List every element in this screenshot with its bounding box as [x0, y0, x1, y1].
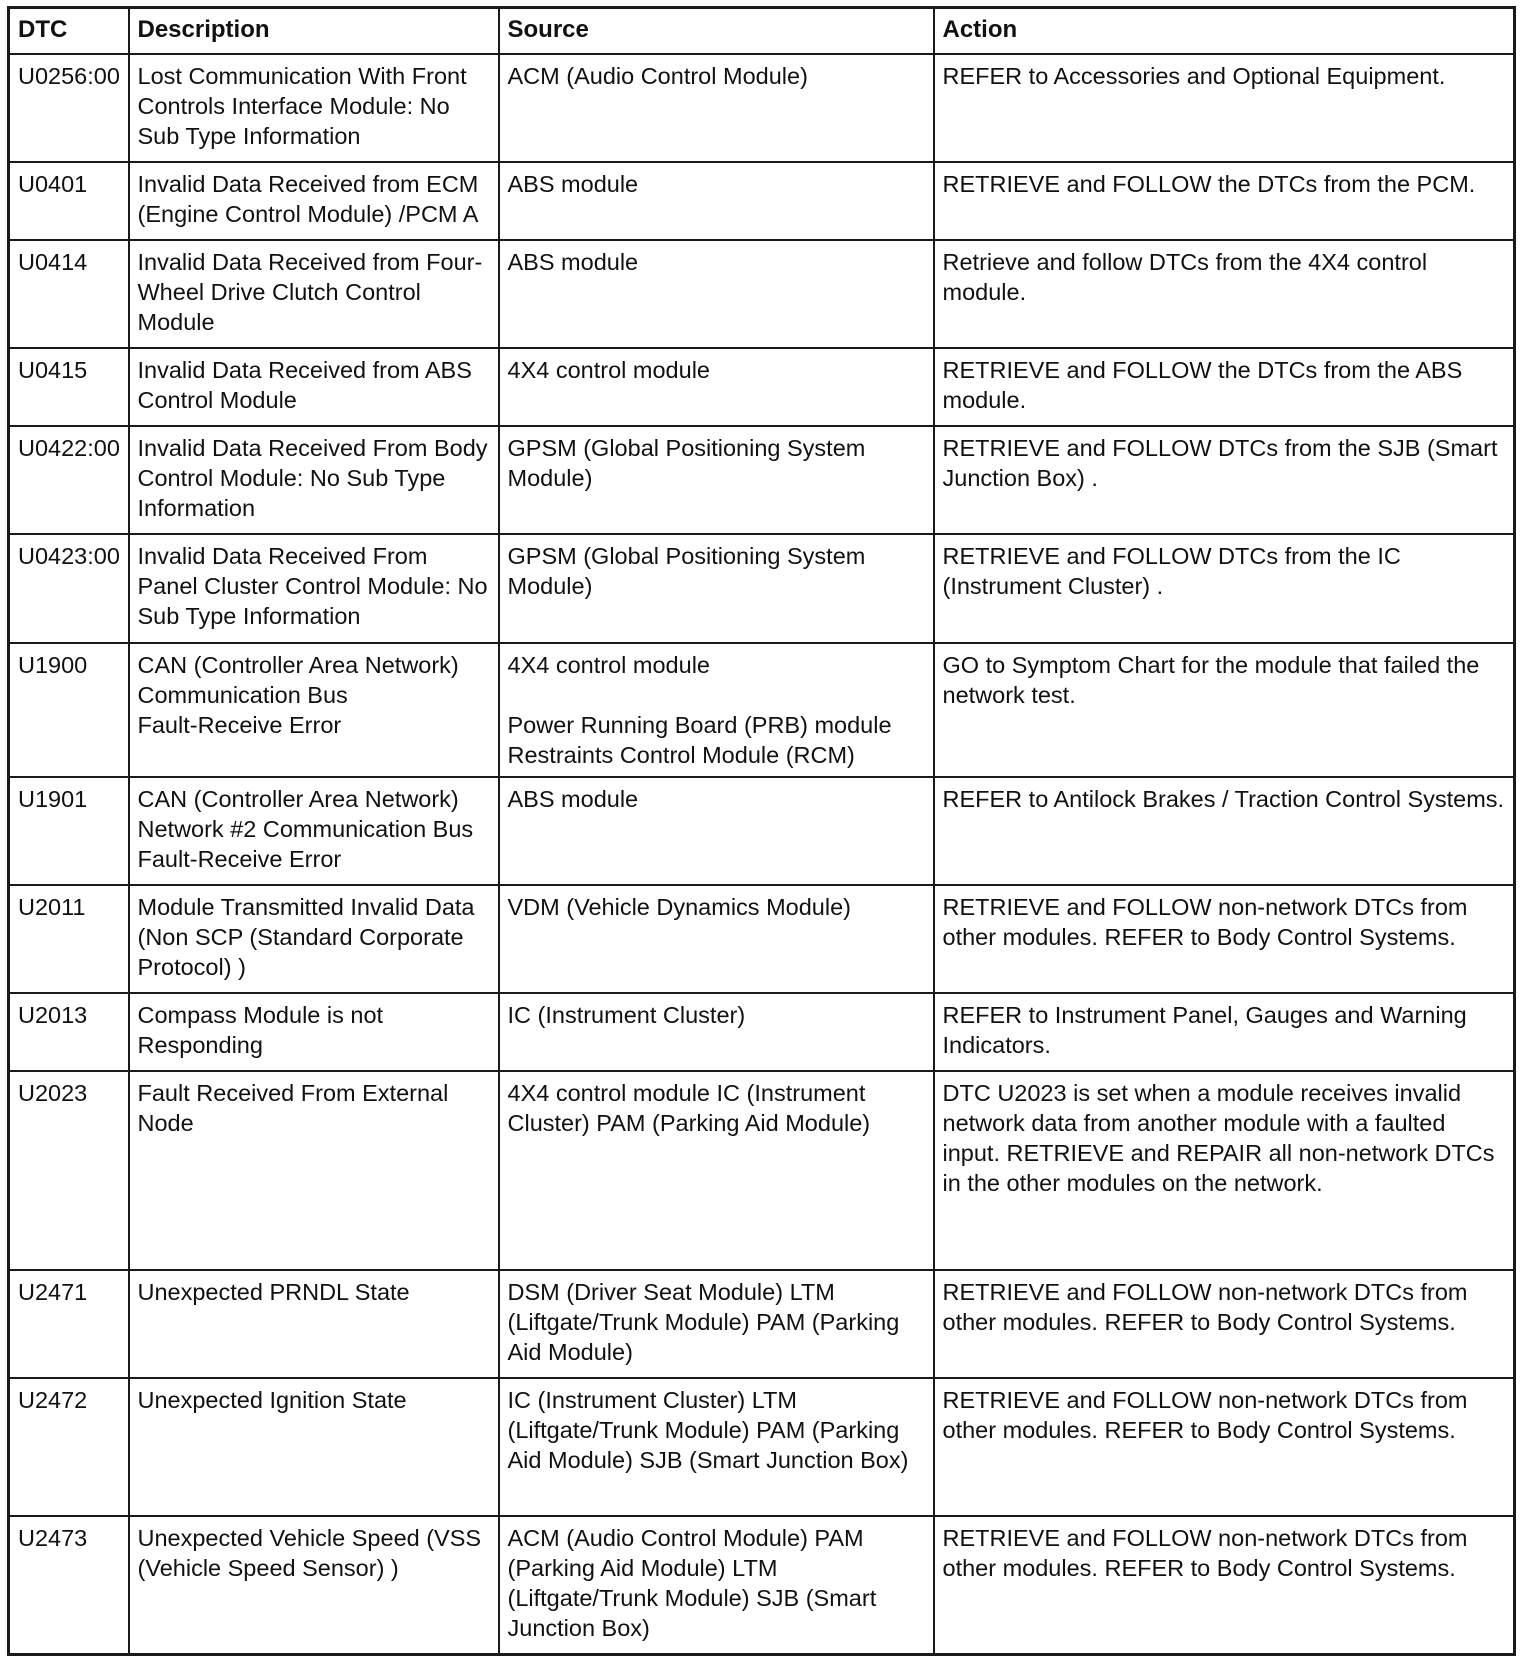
header-row	[9, 8, 1515, 54]
description-cell: Invalid Data Received from ECM (Engine Control Module) /PCM A	[129, 162, 499, 240]
description-cell: Invalid Data Received From Body Control Module: No Sub Type Information	[129, 426, 499, 534]
action-cell: RETRIEVE and FOLLOW the DTCs from the PCM.	[934, 162, 1515, 240]
dtc-code: U2013	[9, 993, 129, 1071]
dtc-code: U1900	[9, 643, 129, 777]
dtc-code: U0414	[9, 240, 129, 348]
description-cell: Unexpected Vehicle Speed (VSS (Vehicle Speed Sensor) )	[129, 1516, 499, 1654]
dtc-table	[7, 6, 1516, 1656]
table-row	[9, 54, 1515, 162]
source-cell: 4X4 control module	[499, 348, 934, 426]
dtc-code: U1901	[9, 777, 129, 885]
dtc-code: U0422:00	[9, 426, 129, 534]
action-cell: REFER to Accessories and Optional Equipment.	[934, 54, 1515, 162]
action-cell: RETRIEVE and FOLLOW DTCs from the IC (Instrument Cluster) .	[934, 534, 1515, 642]
dtc-code: U0423:00	[9, 534, 129, 642]
action-cell: REFER to Antilock Brakes / Traction Control Systems.	[934, 777, 1515, 885]
description-cell: Unexpected PRNDL State	[129, 1270, 499, 1378]
description-cell: Compass Module is not Responding	[129, 993, 499, 1071]
description-cell: CAN (Controller Area Network) Network #2 Communication Bus Fault-Receive Error	[129, 777, 499, 885]
source-cell: VDM (Vehicle Dynamics Module)	[499, 885, 934, 993]
table-row	[9, 1270, 1515, 1378]
source-cell: 4X4 control module IC (Instrument Cluster) PAM (Parking Aid Module)	[499, 1071, 934, 1269]
column-header-action: Action	[934, 8, 1515, 54]
description-cell: Module Transmitted Invalid Data (Non SCP (Standard Corporate Protocol) )	[129, 885, 499, 993]
table-row	[9, 1071, 1515, 1269]
description-cell: Lost Communication With Front Controls Interface Module: No Sub Type Information	[129, 54, 499, 162]
description-cell: Unexpected Ignition State	[129, 1378, 499, 1516]
action-cell: RETRIEVE and FOLLOW the DTCs from the ABS module.	[934, 348, 1515, 426]
description-cell: Invalid Data Received From Panel Cluster Control Module: No Sub Type Information	[129, 534, 499, 642]
source-cell: ABS module	[499, 240, 934, 348]
action-cell: RETRIEVE and FOLLOW DTCs from the SJB (Smart Junction Box) .	[934, 426, 1515, 534]
table-row	[9, 1516, 1515, 1654]
action-cell: RETRIEVE and FOLLOW non-network DTCs from other modules. REFER to Body Control Systems.	[934, 1378, 1515, 1516]
dtc-code: U2471	[9, 1270, 129, 1378]
description-cell: CAN (Controller Area Network) Communication Bus Fault-Receive Error	[129, 643, 499, 777]
table-row	[9, 348, 1515, 426]
table-row	[9, 240, 1515, 348]
action-cell: RETRIEVE and FOLLOW non-network DTCs from other modules. REFER to Body Control Systems.	[934, 1270, 1515, 1378]
dtc-code: U0401	[9, 162, 129, 240]
action-cell: GO to Symptom Chart for the module that failed the network test.	[934, 643, 1515, 777]
table-row	[9, 534, 1515, 642]
description-cell: Invalid Data Received from ABS Control Module	[129, 348, 499, 426]
action-cell: Retrieve and follow DTCs from the 4X4 control module.	[934, 240, 1515, 348]
column-header-dtc: DTC	[9, 8, 129, 54]
dtc-code: U2023	[9, 1071, 129, 1269]
table-row	[9, 162, 1515, 240]
source-cell: 4X4 control module Power Running Board (PRB) module Restraints Control Module (RCM)	[499, 643, 934, 777]
action-cell: REFER to Instrument Panel, Gauges and Warning Indicators.	[934, 993, 1515, 1071]
source-cell: IC (Instrument Cluster)	[499, 993, 934, 1071]
source-cell: GPSM (Global Positioning System Module)	[499, 534, 934, 642]
source-cell: DSM (Driver Seat Module) LTM (Liftgate/Trunk Module) PAM (Parking Aid Module)	[499, 1270, 934, 1378]
column-header-description: Description	[129, 8, 499, 54]
table-row	[9, 993, 1515, 1071]
table-row	[9, 885, 1515, 993]
dtc-code: U0415	[9, 348, 129, 426]
column-header-source: Source	[499, 8, 934, 54]
table-row	[9, 1378, 1515, 1516]
description-cell: Fault Received From External Node	[129, 1071, 499, 1269]
dtc-code: U0256:00	[9, 54, 129, 162]
table-row	[9, 426, 1515, 534]
source-cell: GPSM (Global Positioning System Module)	[499, 426, 934, 534]
source-cell: ACM (Audio Control Module)	[499, 54, 934, 162]
description-cell: Invalid Data Received from Four-Wheel Drive Clutch Control Module	[129, 240, 499, 348]
source-cell: ABS module	[499, 777, 934, 885]
source-cell: IC (Instrument Cluster) LTM (Liftgate/Trunk Module) PAM (Parking Aid Module) SJB (Smart Junction Box)	[499, 1378, 934, 1516]
table-row	[9, 777, 1515, 885]
action-cell: RETRIEVE and FOLLOW non-network DTCs from other modules. REFER to Body Control Systems.	[934, 885, 1515, 993]
action-cell: RETRIEVE and FOLLOW non-network DTCs from other modules. REFER to Body Control Systems.	[934, 1516, 1515, 1654]
dtc-code: U2473	[9, 1516, 129, 1654]
source-cell: ACM (Audio Control Module) PAM (Parking Aid Module) LTM (Liftgate/Trunk Module) SJB (Smart Junction Box)	[499, 1516, 934, 1654]
dtc-code: U2472	[9, 1378, 129, 1516]
action-cell: DTC U2023 is set when a module receives invalid network data from another module with a faulted input. RETRIEVE and REPAIR all non-network DTCs in the other modules on the network.	[934, 1071, 1515, 1269]
table-row	[9, 643, 1515, 777]
source-cell: ABS module	[499, 162, 934, 240]
dtc-code: U2011	[9, 885, 129, 993]
